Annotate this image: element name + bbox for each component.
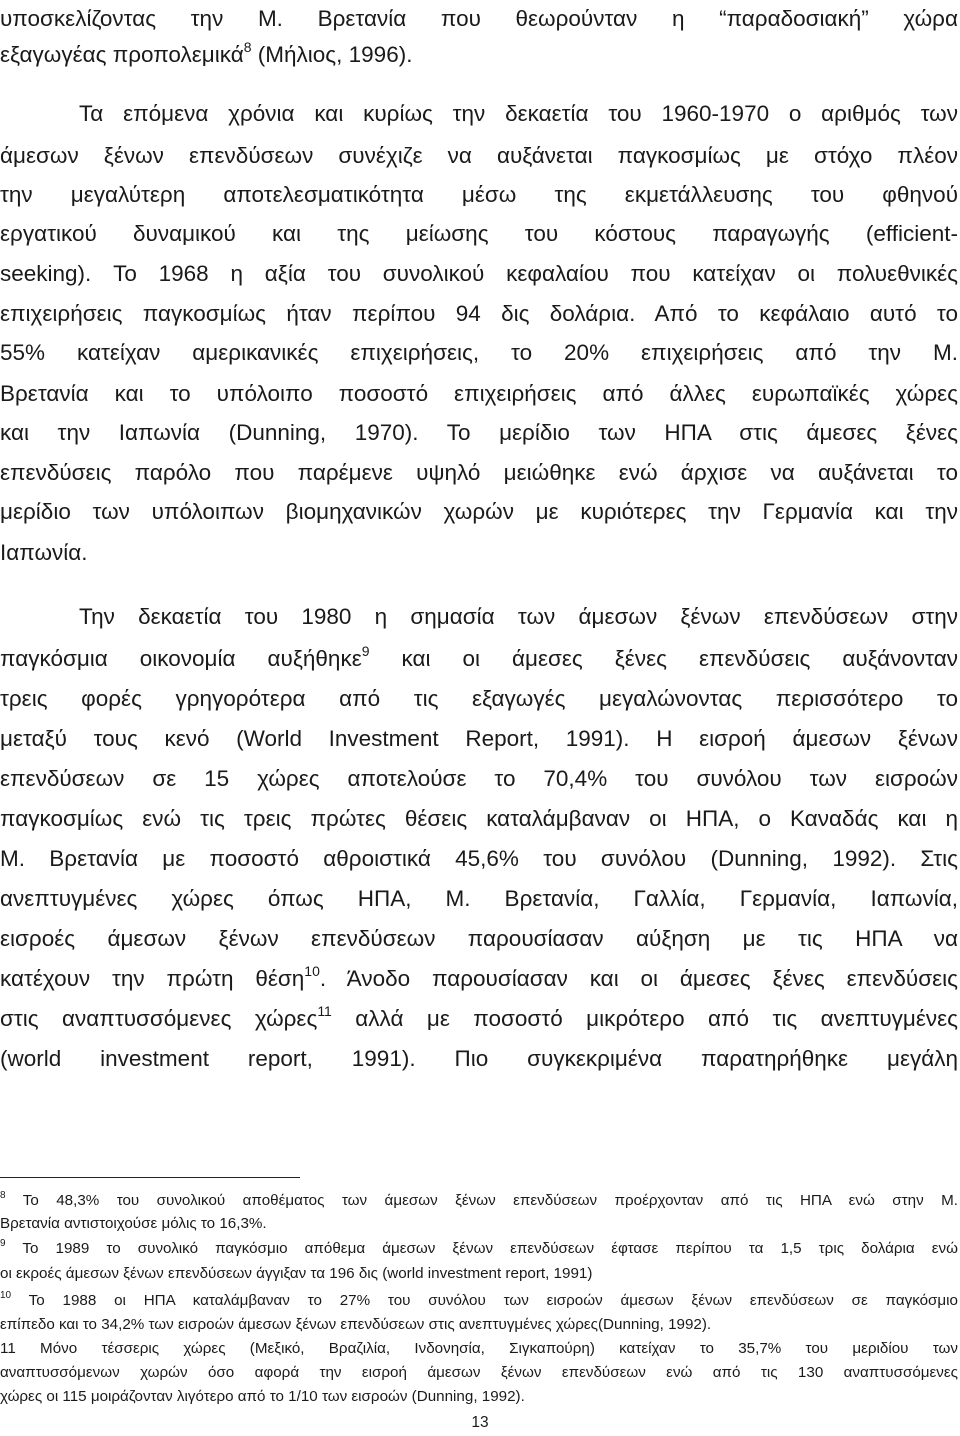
para3-line-6: παγκοσμίως ενώ τις τρεις πρώτες θέσεις καταλάμβαναν οι ΗΠΑ, ο Καναδάς και η xyxy=(0,806,958,831)
para2-line-6: επιχειρήσεις παγκοσμίως ήταν περίπου 94 δις δολάρια. Από το κεφάλαιο αυτό το xyxy=(0,301,958,326)
para2-line-3: την μεγαλύτερη αποτελεσματικότητα μέσω της εκμετάλλευσης του φθηνού xyxy=(0,182,958,207)
footnote-10-text-1: Το 1988 οι ΗΠΑ καταλάμβαναν το 27% του συνόλου των εισροών άμεσων ξένων επενδύσεων σε παγκόσμιο xyxy=(11,1292,958,1309)
para2-line-9: και την Ιαπωνία (Dunning, 1970). Το μερίδιο των ΗΠΑ στις άμεσες ξένες xyxy=(0,420,958,445)
para3-line-8: ανεπτυγμένες χώρες όπως ΗΠΑ, Μ. Βρετανία, Γαλλία, Γερμανία, Ιαπωνία, xyxy=(0,886,958,911)
para3-line-4: μεταξύ τους κενό (World Investment Report, 1991). Η εισροή άμεσων ξένων xyxy=(0,726,958,751)
para2-line-7: 55% κατείχαν αμερικανικές επιχειρήσεις, το 20% επιχειρήσεις από την Μ. xyxy=(0,340,958,365)
page-number: 13 xyxy=(471,1414,489,1431)
para1-line-2-text: εξαγωγέας προπολεμικά xyxy=(0,42,244,67)
footnote-8-number: 8 xyxy=(0,1189,6,1201)
para3-line-2-b: και οι άμεσες ξένες επενδύσεις αυξάνονταν xyxy=(369,646,958,671)
para3-line-2 xyxy=(0,644,958,674)
footnote-ref-8: 8 xyxy=(243,38,252,55)
footnote-10-line-1 xyxy=(0,1290,958,1312)
para3-line-11 xyxy=(0,1004,958,1034)
para2-line-12: Ιαπωνία. xyxy=(0,540,88,565)
footnote-ref-9: 9 xyxy=(361,642,370,659)
para2-line-4: εργατικού δυναμικού και της μείωσης του κόστους παραγωγής (efficient- xyxy=(0,221,958,246)
footnote-9-text-1: Το 1989 το συνολικό παγκόσμιο απόθεμα άμεσων ξένων επενδύσεων έφτασε περίπου τα 1,5 τρις δολάρια ενώ xyxy=(5,1240,958,1257)
footnote-ref-11: 11 xyxy=(317,1002,332,1019)
footnote-10-number: 10 xyxy=(0,1289,12,1301)
para3-line-9: εισροές άμεσων ξένων επενδύσεων παρουσίασαν αύξηση με τις ΗΠΑ να xyxy=(0,926,958,951)
para3-line-7: Μ. Βρετανία με ποσοστό αθροιστικά 45,6% του συνόλου (Dunning, 1992). Στις xyxy=(0,846,958,871)
para3-line-11-b: αλλά με ποσοστό μικρότερο από τις ανεπτυγμένες xyxy=(331,1006,959,1031)
para2-line-1: Τα επόμενα χρόνια και κυρίως την δεκαετία του 1960-1970 ο αριθμός των xyxy=(79,101,958,126)
para2-line-10: επενδύσεις παρόλο που παρέμενε υψηλό μειώθηκε ενώ άρχισε να αυξάνεται το xyxy=(0,460,958,485)
para2-line-5: seeking). Το 1968 η αξία του συνολικού κεφαλαίου που κατείχαν οι πολυεθνικές xyxy=(0,261,958,286)
para3-line-1: Την δεκαετία του 1980 η σημασία των άμεσων ξένων επενδύσεων στην xyxy=(79,604,958,629)
footnote-8-text-1: Το 48,3% του συνολικού αποθέματος των άμεσων ξένων επενδύσεων προέρχονταν από τις ΗΠΑ ενώ στην Μ. xyxy=(5,1192,958,1209)
footnote-8-line-1 xyxy=(0,1190,958,1212)
para2-line-8: Βρετανία και το υπόλοιπο ποσοστό επιχειρήσεις από άλλες ευρωπαϊκές χώρες xyxy=(0,381,958,406)
para3-line-10-b: . Άνοδο παρουσίασαν και οι άμεσες ξένες επενδύσεις xyxy=(319,966,959,991)
para1-line-2-tail: (Μήλιος, 1996). xyxy=(251,42,413,67)
footnote-9-line-2: οι εκροές άμεσων ξένων επενδύσεων άγγιξαν τα 196 δις (world investment report, 1991) xyxy=(0,1265,593,1282)
para1-line-1: υποσκελίζοντας την Μ. Βρετανία που θεωρούνταν η “παραδοσιακή” χώρα xyxy=(0,6,958,31)
para2-line-2: άμεσων ξένων επενδύσεων συνέχιζε να αυξάνεται παγκοσμίως με στόχο πλέον xyxy=(0,143,958,168)
para1-line-2 xyxy=(0,40,958,70)
footnote-9-number: 9 xyxy=(0,1237,6,1249)
para3-line-12: (world investment report, 1991). Πιο συγκεκριμένα παρατηρήθηκε μεγάλη xyxy=(0,1046,958,1071)
footnote-9-line-1 xyxy=(0,1238,958,1260)
footnote-11-line-2: αναπτυσσόμενων χωρών όσο αφορά την εισροή άμεσων ξένων επενδύσεων ενώ από τις 130 αναπτυσσόμενες xyxy=(0,1364,958,1381)
para3-line-3: τρεις φορές γρηγορότερα από τις εξαγωγές μεγαλώνοντας περισσότερο το xyxy=(0,686,958,711)
footnote-11-line-3: χώρες οι 115 μοιράζονταν λιγότερο από το 1/10 των εισροών (Dunning, 1992). xyxy=(0,1388,525,1405)
footnote-8-line-2: Βρετανία αντιστοιχούσε μόλις το 16,3%. xyxy=(0,1215,267,1232)
para3-line-5: επενδύσεων σε 15 χώρες αποτελούσε το 70,4% του συνόλου των εισροών xyxy=(0,766,958,791)
footnote-separator xyxy=(0,1177,300,1178)
para3-line-2-a: παγκόσμια οικονομία αυξήθηκε xyxy=(0,646,362,671)
para3-line-10 xyxy=(0,964,958,994)
para3-line-10-a: κατέχουν την πρώτη θέση xyxy=(0,966,305,991)
footnote-ref-10: 10 xyxy=(304,962,320,979)
para2-line-11: μερίδιο των υπόλοιπων βιομηχανικών χωρών με κυριότερες την Γερμανία και την xyxy=(0,499,958,524)
footnote-10-line-2: επίπεδο και το 34,2% των εισροών άμεσων ξένων επενδύσεων στις ανεπτυγμένες χώρες(Dunning, 1992). xyxy=(0,1316,712,1333)
footnote-11-line-1: 11 Μόνο τέσσερις χώρες (Μεξικό, Βραζιλία, Ινδονησία, Σιγκαπούρη) κατείχαν το 35,7% του μεριδίου των xyxy=(0,1340,958,1357)
para3-line-11-a: στις αναπτυσσόμενες χώρες xyxy=(0,1006,318,1031)
